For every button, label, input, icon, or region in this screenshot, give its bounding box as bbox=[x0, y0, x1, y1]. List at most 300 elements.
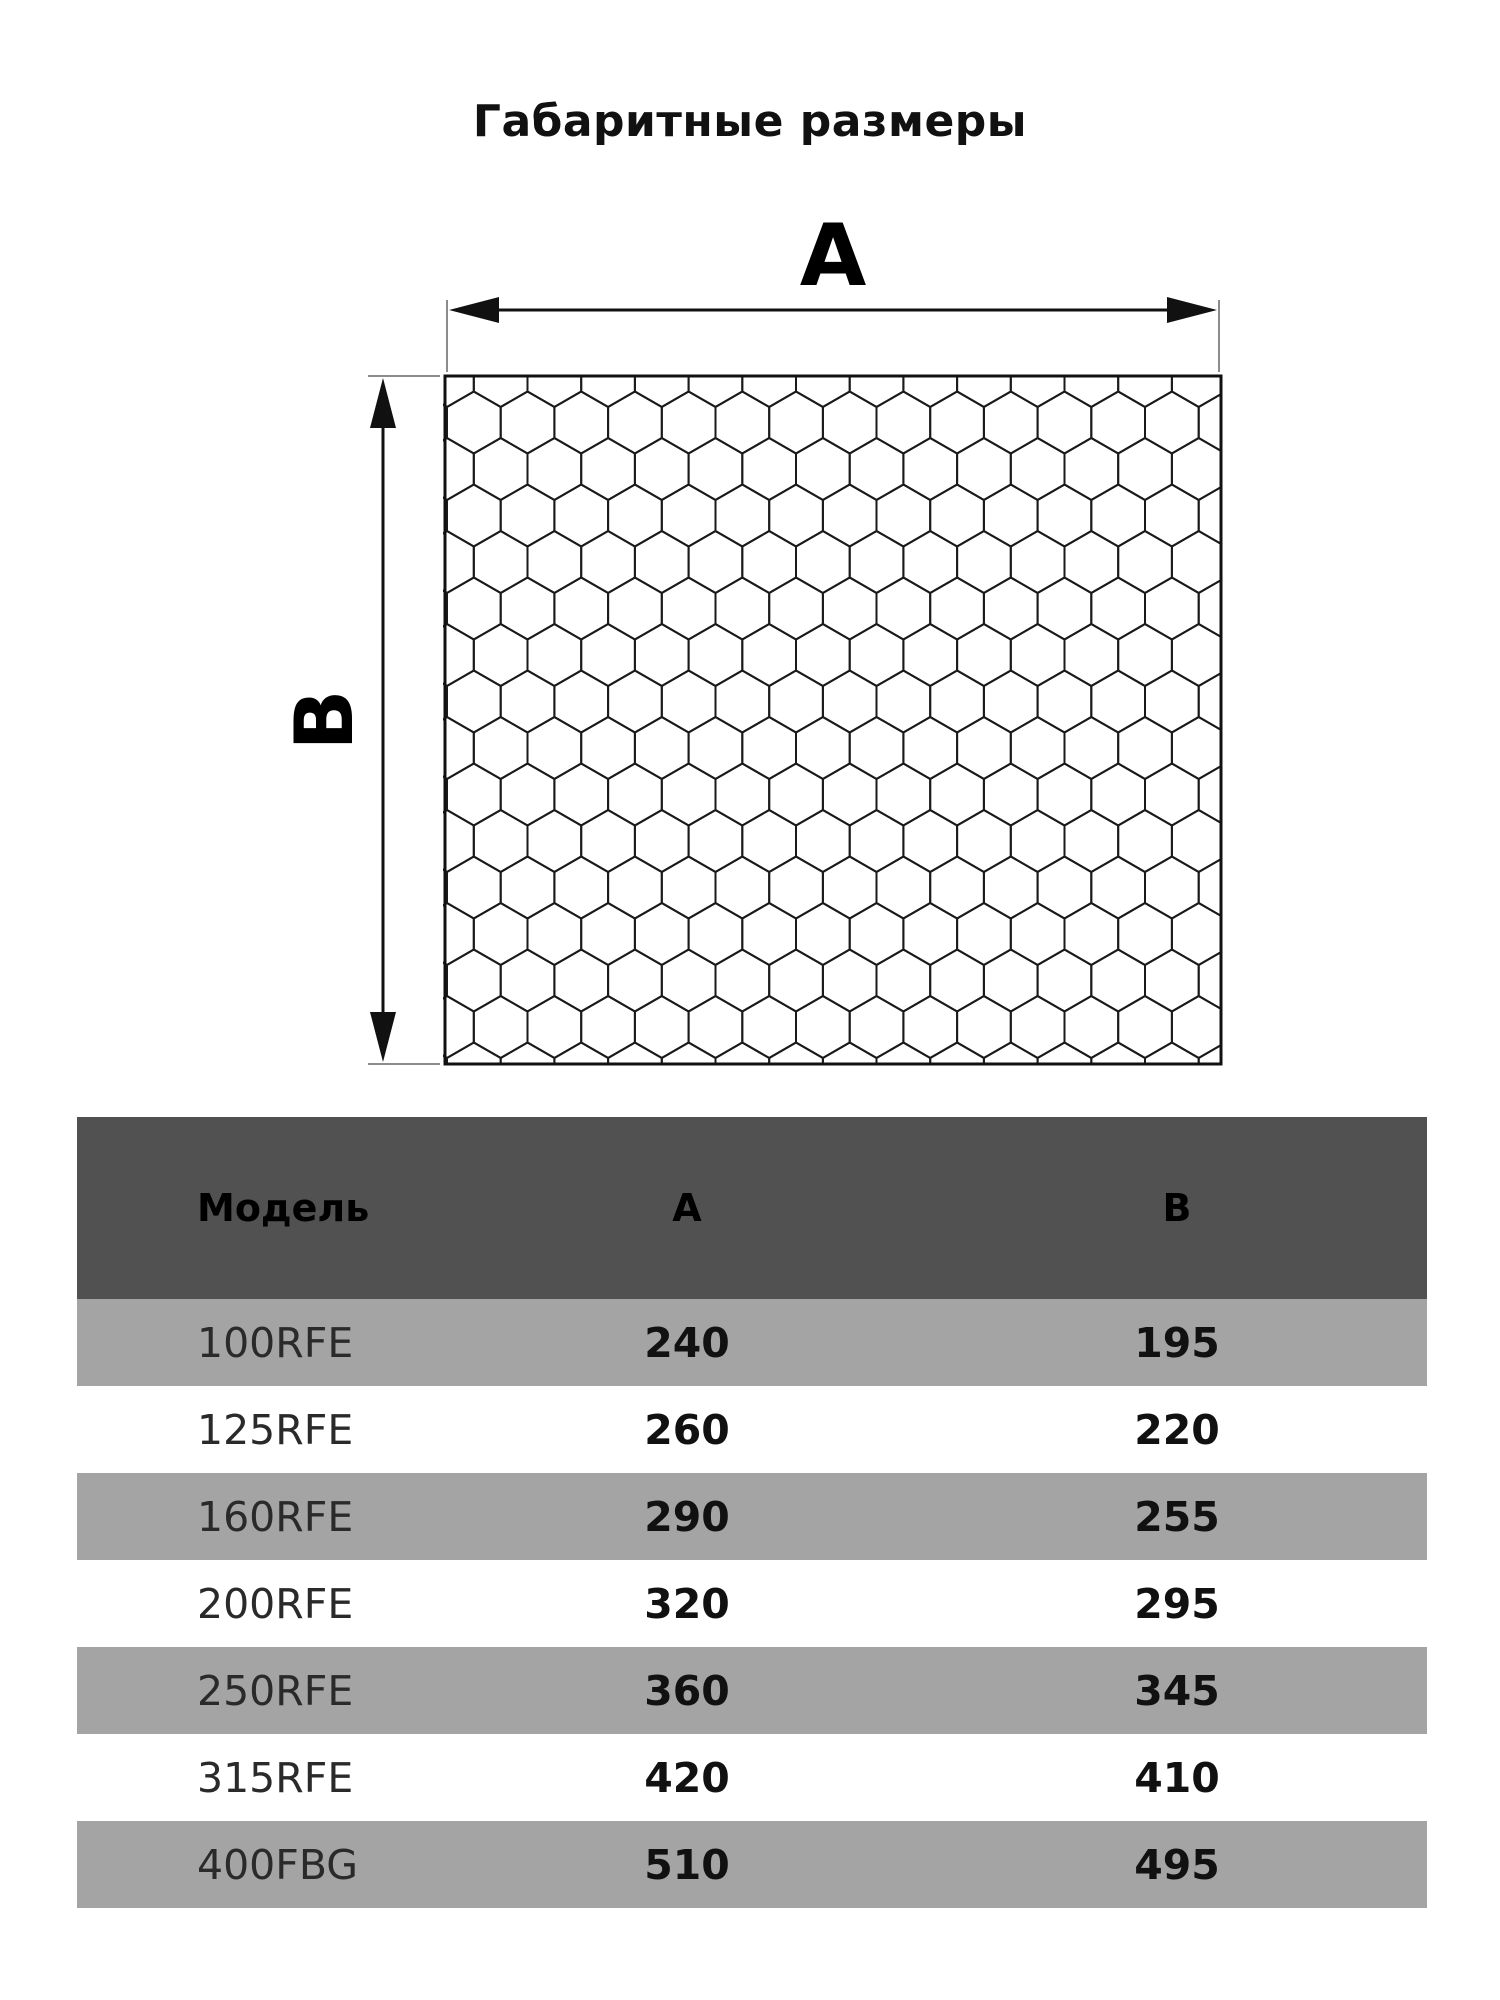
cell-model: 250RFE bbox=[197, 1666, 354, 1715]
hex-cell bbox=[501, 578, 555, 640]
hex-cell bbox=[742, 996, 796, 1058]
hex-cell bbox=[608, 299, 662, 361]
hex-cell bbox=[1038, 1043, 1092, 1101]
hex-cell bbox=[447, 950, 501, 1012]
hex-cell bbox=[1226, 810, 1280, 872]
hex-cell bbox=[823, 1043, 877, 1101]
hex-cell bbox=[716, 1043, 770, 1101]
hex-cell bbox=[662, 392, 716, 454]
hex-cell bbox=[1252, 1043, 1306, 1101]
hex-cell bbox=[930, 950, 984, 1012]
dimension-b-arrow-top bbox=[370, 378, 396, 428]
hex-cell bbox=[528, 1089, 582, 1100]
hex-cell bbox=[608, 485, 662, 547]
hex-cell bbox=[742, 810, 796, 872]
hex-cell bbox=[930, 578, 984, 640]
hex-cell bbox=[1038, 857, 1092, 919]
hex-cell bbox=[1279, 996, 1333, 1058]
cell-b: 345 bbox=[1134, 1666, 1220, 1715]
hex-cell bbox=[1306, 392, 1360, 454]
hex-cell bbox=[528, 810, 582, 872]
hex-cell bbox=[554, 485, 608, 547]
hex-cell bbox=[850, 996, 904, 1058]
hex-cell bbox=[796, 717, 850, 779]
hex-cell bbox=[393, 857, 447, 919]
hex-cell bbox=[957, 531, 1011, 593]
hex-cell bbox=[1118, 996, 1172, 1058]
hex-cell bbox=[474, 531, 528, 593]
hex-cell bbox=[903, 717, 957, 779]
hex-cell bbox=[528, 717, 582, 779]
hex-cell bbox=[689, 1089, 743, 1100]
hex-cell bbox=[796, 624, 850, 686]
hex-cell bbox=[742, 438, 796, 500]
hex-cell bbox=[635, 903, 689, 965]
hex-cell bbox=[1065, 996, 1119, 1058]
hex-cell bbox=[716, 578, 770, 640]
hex-cell bbox=[1145, 950, 1199, 1012]
hex-cell bbox=[635, 1089, 689, 1100]
hex-cell bbox=[1118, 903, 1172, 965]
cell-b: 255 bbox=[1134, 1492, 1220, 1541]
hex-cell bbox=[554, 857, 608, 919]
hex-cell bbox=[796, 810, 850, 872]
hex-cell bbox=[689, 531, 743, 593]
hex-cell bbox=[769, 392, 823, 454]
table-header-row bbox=[77, 1117, 1427, 1299]
hex-cell bbox=[877, 392, 931, 454]
hex-cell bbox=[393, 671, 447, 733]
hex-cell bbox=[581, 717, 635, 779]
cell-b: 410 bbox=[1134, 1753, 1220, 1802]
hex-cell bbox=[581, 996, 635, 1058]
hex-cell bbox=[877, 485, 931, 547]
hex-cell bbox=[689, 438, 743, 500]
hex-cell bbox=[554, 1043, 608, 1101]
hex-cell bbox=[662, 671, 716, 733]
hex-cell bbox=[716, 671, 770, 733]
hex-cell bbox=[984, 578, 1038, 640]
hex-cell bbox=[877, 671, 931, 733]
hex-cell bbox=[367, 810, 421, 872]
hex-cell bbox=[447, 485, 501, 547]
hex-cell bbox=[501, 764, 555, 826]
hex-cell bbox=[447, 671, 501, 733]
dimension-a-arrow-left bbox=[449, 297, 499, 323]
hex-cell bbox=[742, 903, 796, 965]
cell-a: 510 bbox=[644, 1840, 730, 1889]
dimension-a bbox=[447, 206, 1219, 372]
hex-cell bbox=[1306, 299, 1360, 361]
hex-cell bbox=[769, 485, 823, 547]
hex-cell bbox=[903, 624, 957, 686]
hex-cell bbox=[1091, 299, 1145, 361]
hex-cell bbox=[1145, 1043, 1199, 1101]
hex-cell bbox=[501, 950, 555, 1012]
hex-cell bbox=[1306, 857, 1360, 919]
hex-cell bbox=[393, 392, 447, 454]
hex-cell bbox=[1065, 624, 1119, 686]
hex-cell bbox=[930, 764, 984, 826]
hex-cell bbox=[742, 531, 796, 593]
hex-cell bbox=[1038, 671, 1092, 733]
cell-model: 100RFE bbox=[197, 1318, 354, 1367]
hex-cell bbox=[474, 996, 528, 1058]
hex-cell bbox=[1199, 671, 1253, 733]
hex-cell bbox=[689, 903, 743, 965]
hex-cell bbox=[903, 1089, 957, 1100]
hex-cell bbox=[581, 531, 635, 593]
hex-cell bbox=[528, 531, 582, 593]
hex-cell bbox=[877, 950, 931, 1012]
hex-cell bbox=[1065, 531, 1119, 593]
hex-cell bbox=[823, 578, 877, 640]
hex-cell bbox=[393, 1043, 447, 1101]
hex-cell bbox=[635, 810, 689, 872]
hex-cell bbox=[957, 717, 1011, 779]
hex-cell bbox=[1065, 1089, 1119, 1100]
hex-cell bbox=[528, 624, 582, 686]
hex-cell bbox=[850, 717, 904, 779]
hex-cell bbox=[1091, 578, 1145, 640]
hex-cell bbox=[662, 764, 716, 826]
hex-cell bbox=[1226, 438, 1280, 500]
hex-cell bbox=[1091, 392, 1145, 454]
hex-cell bbox=[1199, 392, 1253, 454]
hex-cell bbox=[581, 438, 635, 500]
hex-cell bbox=[474, 903, 528, 965]
hex-cell bbox=[716, 299, 770, 361]
hex-cell bbox=[474, 438, 528, 500]
hex-cell bbox=[903, 996, 957, 1058]
hex-cell bbox=[420, 810, 474, 872]
hex-cell bbox=[608, 578, 662, 640]
hex-cell bbox=[1252, 671, 1306, 733]
hex-cell bbox=[1145, 485, 1199, 547]
cell-model: 200RFE bbox=[197, 1579, 354, 1628]
cell-a: 260 bbox=[644, 1405, 730, 1454]
hex-cell bbox=[796, 438, 850, 500]
hex-cell bbox=[1011, 903, 1065, 965]
hex-cell bbox=[823, 485, 877, 547]
hex-cell bbox=[1226, 996, 1280, 1058]
hex-cell bbox=[1091, 1043, 1145, 1101]
hex-cell bbox=[1118, 624, 1172, 686]
hex-cell bbox=[420, 1089, 474, 1100]
hex-cell bbox=[662, 299, 716, 361]
hex-cell bbox=[1252, 578, 1306, 640]
hex-cell bbox=[742, 624, 796, 686]
hex-cell bbox=[447, 392, 501, 454]
hex-cell bbox=[1306, 671, 1360, 733]
hex-cell bbox=[1306, 764, 1360, 826]
hex-cell bbox=[769, 950, 823, 1012]
cell-b: 295 bbox=[1134, 1579, 1220, 1628]
hex-cell bbox=[447, 857, 501, 919]
hex-cell bbox=[367, 438, 421, 500]
hex-cell bbox=[1199, 950, 1253, 1012]
hex-cell bbox=[1091, 485, 1145, 547]
hex-cell bbox=[1226, 531, 1280, 593]
hex-cell bbox=[1226, 903, 1280, 965]
hex-cell bbox=[662, 485, 716, 547]
hex-cell bbox=[877, 857, 931, 919]
table-row bbox=[77, 1386, 1427, 1473]
hex-cell bbox=[635, 438, 689, 500]
hex-cell bbox=[420, 717, 474, 779]
hex-cell bbox=[877, 578, 931, 640]
header-b: B bbox=[1162, 1186, 1192, 1230]
hex-cell bbox=[823, 671, 877, 733]
cell-a: 290 bbox=[644, 1492, 730, 1541]
hex-cell bbox=[474, 717, 528, 779]
hex-cell bbox=[823, 857, 877, 919]
hex-cell bbox=[957, 1089, 1011, 1100]
hex-cell bbox=[984, 1043, 1038, 1101]
hex-cell bbox=[1306, 950, 1360, 1012]
cell-b: 195 bbox=[1134, 1318, 1220, 1367]
cell-model: 315RFE bbox=[197, 1753, 354, 1802]
hex-cell bbox=[393, 485, 447, 547]
hex-cell bbox=[1226, 624, 1280, 686]
hex-cell bbox=[769, 764, 823, 826]
hex-cell bbox=[420, 438, 474, 500]
hex-cell bbox=[930, 857, 984, 919]
hex-cell bbox=[528, 996, 582, 1058]
hex-cell bbox=[608, 764, 662, 826]
hex-cell bbox=[769, 578, 823, 640]
hex-cell bbox=[716, 392, 770, 454]
hex-cell bbox=[957, 903, 1011, 965]
hex-cell bbox=[474, 624, 528, 686]
hex-cell bbox=[930, 671, 984, 733]
hex-cell bbox=[984, 485, 1038, 547]
hex-cell bbox=[689, 624, 743, 686]
hex-cell bbox=[957, 810, 1011, 872]
page-title: Габаритные размеры bbox=[472, 96, 1028, 147]
header-a: A bbox=[672, 1186, 702, 1230]
hex-cell bbox=[1038, 950, 1092, 1012]
hex-cell bbox=[1065, 438, 1119, 500]
hex-cell bbox=[662, 578, 716, 640]
hex-cell bbox=[501, 857, 555, 919]
hex-cell bbox=[796, 996, 850, 1058]
hex-cell bbox=[1091, 671, 1145, 733]
hex-cell bbox=[447, 1043, 501, 1101]
hex-cell bbox=[501, 299, 555, 361]
hex-cell bbox=[1172, 624, 1226, 686]
hex-cell bbox=[581, 903, 635, 965]
hex-cell bbox=[528, 903, 582, 965]
hex-cell bbox=[474, 810, 528, 872]
hex-cell bbox=[1145, 857, 1199, 919]
hex-cell bbox=[662, 1043, 716, 1101]
hex-cell bbox=[1091, 950, 1145, 1012]
cell-model: 125RFE bbox=[197, 1405, 354, 1454]
hex-cell bbox=[957, 996, 1011, 1058]
dimensions-table bbox=[77, 1117, 1427, 1908]
hex-cell bbox=[1091, 857, 1145, 919]
hex-cell bbox=[501, 485, 555, 547]
hex-cell bbox=[1118, 1089, 1172, 1100]
hex-cell bbox=[1306, 485, 1360, 547]
hex-cell bbox=[1172, 996, 1226, 1058]
hex-cell bbox=[1145, 764, 1199, 826]
hex-cell bbox=[1145, 671, 1199, 733]
hex-cell bbox=[1172, 903, 1226, 965]
hex-cell bbox=[447, 764, 501, 826]
hex-cell bbox=[796, 1089, 850, 1100]
hex-cell bbox=[1065, 903, 1119, 965]
hex-cell bbox=[1252, 392, 1306, 454]
hex-cell bbox=[850, 1089, 904, 1100]
hex-cell bbox=[716, 857, 770, 919]
hex-cell bbox=[662, 857, 716, 919]
honeycomb-pattern bbox=[367, 299, 1360, 1101]
hex-cell bbox=[1252, 299, 1306, 361]
hex-cell bbox=[420, 531, 474, 593]
hex-cell bbox=[850, 624, 904, 686]
table-row bbox=[77, 1299, 1427, 1386]
hex-cell bbox=[1011, 996, 1065, 1058]
hex-cell bbox=[984, 857, 1038, 919]
hex-cell bbox=[742, 1089, 796, 1100]
hex-cell bbox=[1252, 857, 1306, 919]
hex-cell bbox=[877, 1043, 931, 1101]
hex-cell bbox=[1226, 1089, 1280, 1100]
hex-cell bbox=[393, 950, 447, 1012]
hex-cell bbox=[447, 578, 501, 640]
dimension-b-label: B bbox=[278, 689, 371, 751]
hex-cell bbox=[689, 996, 743, 1058]
hex-cell bbox=[1065, 717, 1119, 779]
hex-cell bbox=[1199, 1043, 1253, 1101]
hex-cell bbox=[554, 578, 608, 640]
hex-cell bbox=[930, 392, 984, 454]
hex-cell bbox=[367, 717, 421, 779]
hex-cell bbox=[1279, 345, 1333, 407]
hex-cell bbox=[608, 857, 662, 919]
hex-cell bbox=[1118, 531, 1172, 593]
dimension-b-arrow-bottom bbox=[370, 1012, 396, 1062]
hex-cell bbox=[367, 1089, 421, 1100]
hex-cell bbox=[984, 299, 1038, 361]
hex-cell bbox=[823, 392, 877, 454]
hex-cell bbox=[635, 717, 689, 779]
hex-cell bbox=[903, 531, 957, 593]
hex-cell bbox=[1306, 578, 1360, 640]
hex-cell bbox=[1252, 764, 1306, 826]
hex-cell bbox=[1038, 578, 1092, 640]
hex-cell bbox=[1172, 438, 1226, 500]
hex-cell bbox=[823, 764, 877, 826]
hex-cell bbox=[903, 903, 957, 965]
hex-cell bbox=[930, 299, 984, 361]
hex-cell bbox=[984, 392, 1038, 454]
table-row bbox=[77, 1821, 1427, 1908]
hex-cell bbox=[420, 903, 474, 965]
hex-cell bbox=[1172, 810, 1226, 872]
hex-cell bbox=[393, 299, 447, 361]
hex-cell bbox=[474, 1089, 528, 1100]
hex-cell bbox=[581, 810, 635, 872]
hex-cell bbox=[984, 671, 1038, 733]
table-row bbox=[77, 1647, 1427, 1734]
table-row bbox=[77, 1560, 1427, 1647]
hex-cell bbox=[823, 299, 877, 361]
hex-cell bbox=[420, 996, 474, 1058]
hex-cell bbox=[877, 299, 931, 361]
hex-cell bbox=[1011, 624, 1065, 686]
hex-cell bbox=[1226, 345, 1280, 407]
hex-cell bbox=[554, 299, 608, 361]
hex-cell bbox=[1199, 485, 1253, 547]
cell-model: 400FBG bbox=[197, 1840, 359, 1889]
hex-cell bbox=[367, 903, 421, 965]
hex-cell bbox=[823, 950, 877, 1012]
hex-cell bbox=[1279, 903, 1333, 965]
hex-cell bbox=[662, 950, 716, 1012]
hex-cell bbox=[689, 810, 743, 872]
hex-cell bbox=[581, 1089, 635, 1100]
hex-cell bbox=[957, 624, 1011, 686]
cell-a: 360 bbox=[644, 1666, 730, 1715]
hex-cell bbox=[1038, 485, 1092, 547]
hex-cell bbox=[1038, 299, 1092, 361]
cell-a: 240 bbox=[644, 1318, 730, 1367]
table-row bbox=[77, 1734, 1427, 1821]
cell-a: 420 bbox=[644, 1753, 730, 1802]
hex-cell bbox=[1279, 1089, 1333, 1100]
hex-cell bbox=[1279, 624, 1333, 686]
hex-cell bbox=[769, 671, 823, 733]
hex-cell bbox=[393, 578, 447, 640]
hex-cell bbox=[1279, 717, 1333, 779]
hex-cell bbox=[769, 857, 823, 919]
hex-cell bbox=[716, 950, 770, 1012]
hex-cell bbox=[903, 810, 957, 872]
hex-cell bbox=[420, 624, 474, 686]
table-row bbox=[77, 1473, 1427, 1560]
hex-cell bbox=[608, 1043, 662, 1101]
hex-cell bbox=[984, 950, 1038, 1012]
hex-cell bbox=[1199, 764, 1253, 826]
hex-cell bbox=[1011, 810, 1065, 872]
hex-cell bbox=[1172, 531, 1226, 593]
hex-cell bbox=[903, 438, 957, 500]
hex-cell bbox=[554, 764, 608, 826]
hex-cell bbox=[1252, 950, 1306, 1012]
cell-b: 495 bbox=[1134, 1840, 1220, 1889]
hex-cell bbox=[930, 485, 984, 547]
dimension-a-label: A bbox=[799, 206, 867, 306]
hex-cell bbox=[1118, 717, 1172, 779]
hex-cell bbox=[608, 950, 662, 1012]
hex-cell bbox=[716, 485, 770, 547]
hex-cell bbox=[554, 671, 608, 733]
hex-cell bbox=[1172, 717, 1226, 779]
hex-cell bbox=[1091, 764, 1145, 826]
hex-cell bbox=[769, 299, 823, 361]
cell-model: 160RFE bbox=[197, 1492, 354, 1541]
hex-cell bbox=[635, 531, 689, 593]
hex-cell bbox=[1145, 578, 1199, 640]
hex-cell bbox=[1172, 1089, 1226, 1100]
hex-cell bbox=[501, 1043, 555, 1101]
hex-cell bbox=[1118, 810, 1172, 872]
hex-cell bbox=[554, 392, 608, 454]
hex-cell bbox=[581, 624, 635, 686]
